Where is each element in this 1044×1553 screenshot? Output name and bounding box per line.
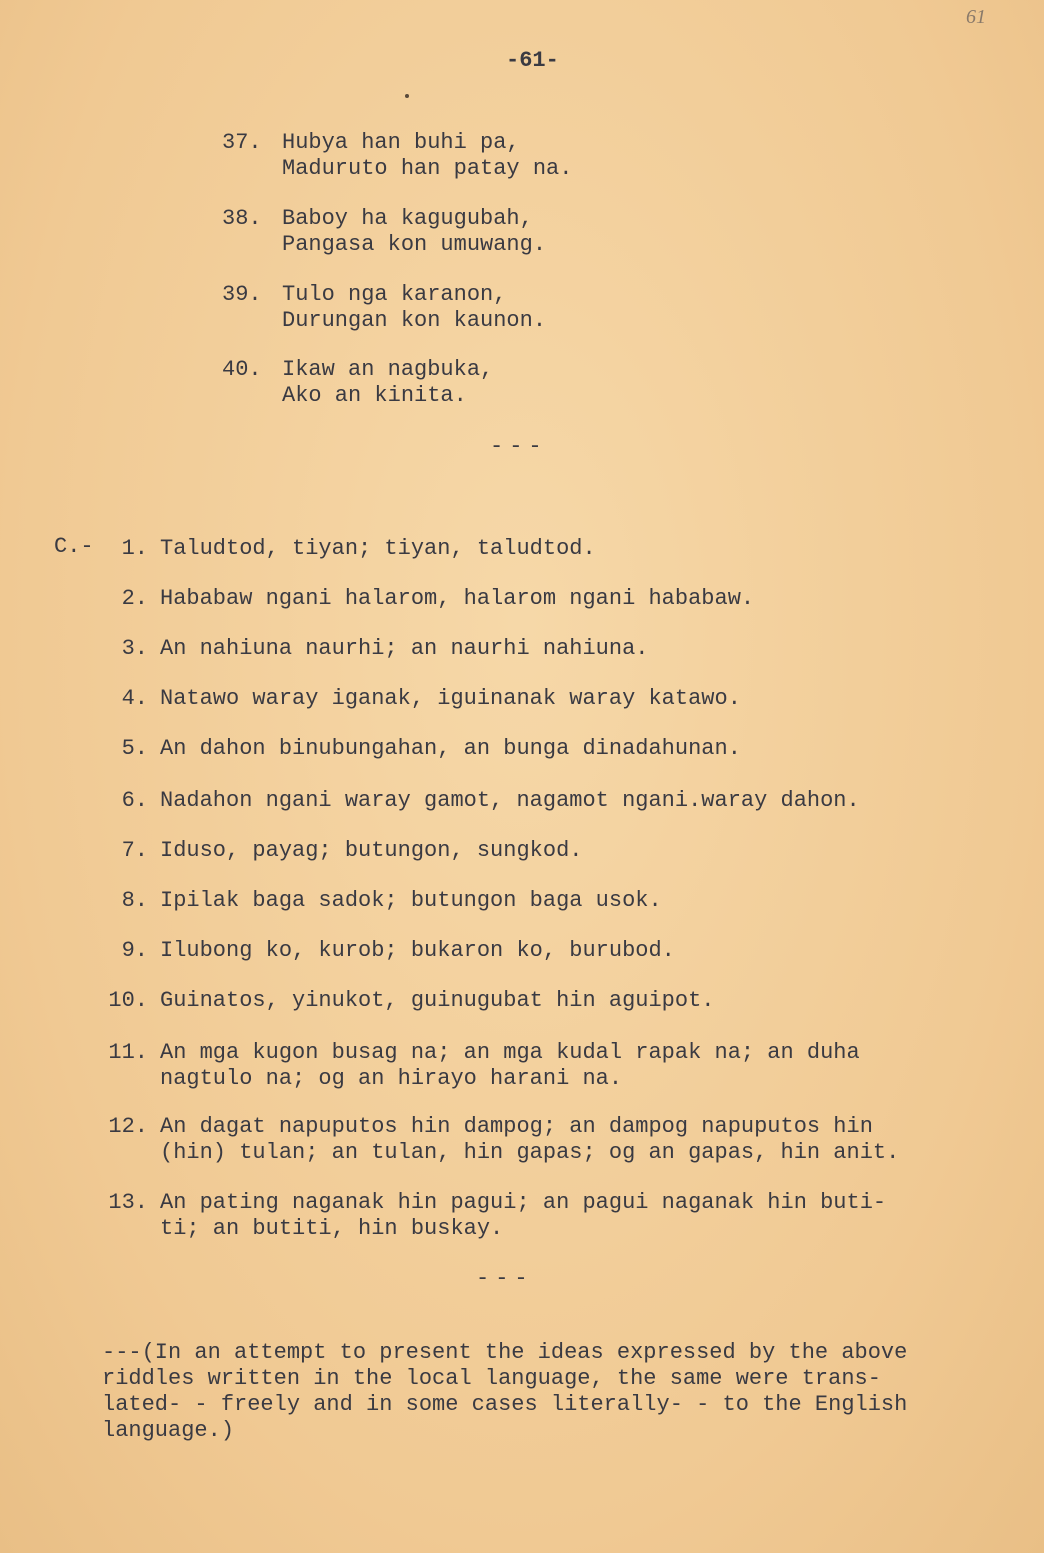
answer-number: 12. bbox=[108, 1114, 148, 1139]
riddle-line: Pangasa kon umuwang. bbox=[282, 232, 547, 257]
riddle-line: Baboy ha kagugubah, bbox=[282, 206, 533, 231]
riddle-number: 37. bbox=[222, 130, 262, 155]
answer-line: An mga kugon busag na; an mga kudal rapak na; an duha bbox=[160, 1040, 860, 1065]
page-number: -61- bbox=[506, 48, 559, 73]
ink-dot bbox=[405, 94, 409, 98]
answer-line: An nahiuna naurhi; an naurhi nahiuna. bbox=[160, 636, 649, 661]
riddle-line: Durungan kon kaunon. bbox=[282, 308, 547, 333]
answer-number: 13. bbox=[108, 1190, 148, 1215]
answer-line: Ipilak baga sadok; butungon baga usok. bbox=[160, 888, 662, 913]
answer-line: Ilubong ko, kurob; bukaron ko, burubod. bbox=[160, 938, 675, 963]
answer-number: 2. bbox=[121, 586, 148, 611]
answer-line: An pating naganak hin pagui; an pagui naganak hin buti- bbox=[160, 1190, 887, 1215]
answer-line: ti; an butiti, hin buskay. bbox=[160, 1216, 504, 1241]
answer-line: (hin) tulan; an tulan, hin gapas; og an gapas, hin anit. bbox=[160, 1140, 900, 1165]
answer-number: 6. bbox=[121, 788, 148, 813]
answer-number: 5. bbox=[121, 736, 148, 761]
answer-number: 11. bbox=[108, 1040, 148, 1065]
footnote-line: ---(In an attempt to present the ideas expressed by the above bbox=[102, 1340, 908, 1365]
riddle-number: 39. bbox=[222, 282, 262, 307]
answer-line: An dahon binubungahan, an bunga dinadahunan. bbox=[160, 736, 741, 761]
footnote-line: riddles written in the local language, the same were trans- bbox=[102, 1366, 881, 1391]
answer-line: Natawo waray iganak, iguinanak waray katawo. bbox=[160, 686, 741, 711]
riddle-line: Ako an kinita. bbox=[282, 383, 467, 408]
answer-line: Iduso, payag; butungon, sungkod. bbox=[160, 838, 583, 863]
section-separator: --- bbox=[490, 434, 548, 459]
riddle-line: Hubya han buhi pa, bbox=[282, 130, 520, 155]
answer-number: 1. bbox=[121, 536, 148, 561]
answer-number: 3. bbox=[121, 636, 148, 661]
riddle-number: 38. bbox=[222, 206, 262, 231]
riddle-line: Ikaw an nagbuka, bbox=[282, 357, 494, 382]
answer-number: 10. bbox=[108, 988, 148, 1013]
answer-number: 8. bbox=[121, 888, 148, 913]
answer-number: 4. bbox=[121, 686, 148, 711]
corner-page-mark: 61 bbox=[966, 6, 986, 28]
answer-line: nagtulo na; og an hirayo harani na. bbox=[160, 1066, 623, 1091]
answer-line: Nadahon ngani waray gamot, nagamot ngani.waray dahon. bbox=[160, 788, 860, 813]
answer-number: 7. bbox=[121, 838, 148, 863]
footnote bbox=[102, 1340, 907, 1444]
answer-number: 9. bbox=[121, 938, 148, 963]
riddle-line: Tulo nga karanon, bbox=[282, 282, 507, 307]
answer-line: Taludtod, tiyan; tiyan, taludtod. bbox=[160, 536, 596, 561]
riddle-line: Maduruto han patay na. bbox=[282, 156, 573, 181]
riddle-number: 40. bbox=[222, 357, 262, 382]
answer-line: Hababaw ngani halarom, halarom ngani hababaw. bbox=[160, 586, 755, 611]
footnote-line: language.) bbox=[102, 1418, 235, 1443]
section-separator: --- bbox=[476, 1266, 534, 1291]
answer-line: Guinatos, yinukot, guinugubat hin aguipot. bbox=[160, 988, 715, 1013]
section-label: C.- bbox=[54, 534, 94, 559]
answer-line: An dagat napuputos hin dampog; an dampog napuputos hin bbox=[160, 1114, 873, 1139]
footnote-line: lated- - freely and in some cases literally- - to the English bbox=[102, 1392, 908, 1417]
